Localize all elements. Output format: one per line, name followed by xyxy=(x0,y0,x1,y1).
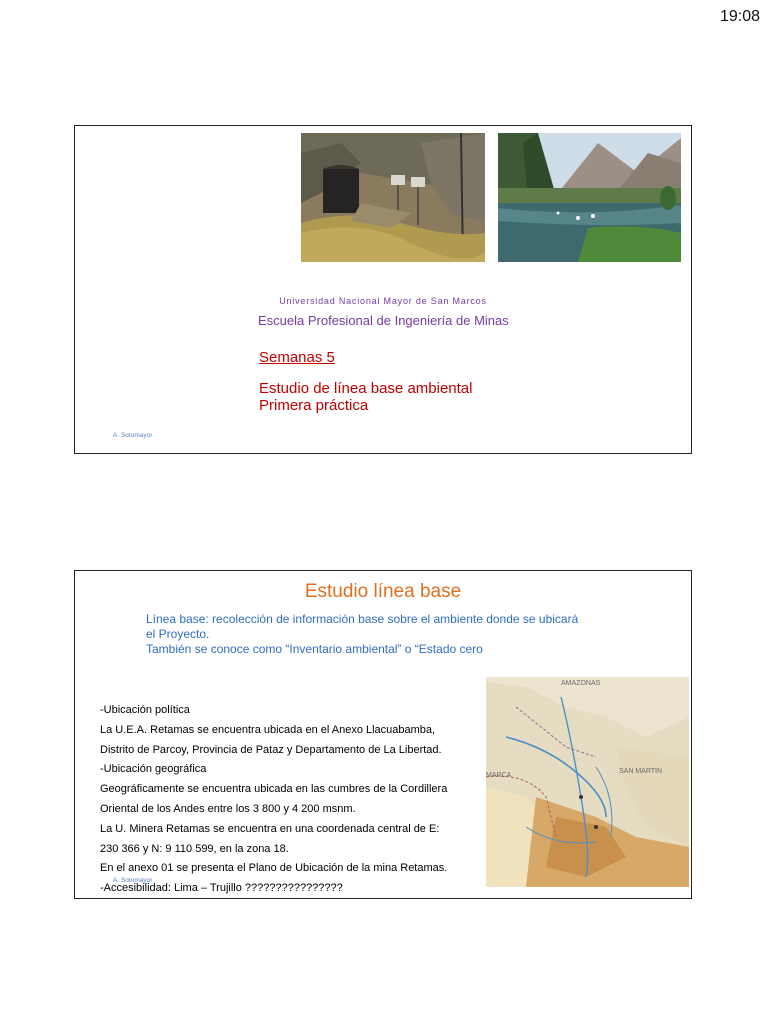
slide-1 xyxy=(74,125,692,454)
lake-landscape-photo xyxy=(498,133,681,262)
study-title xyxy=(259,380,472,414)
study-title-line-1: Estudio de línea base ambiental xyxy=(259,380,473,397)
body-line: Distrito de Parcoy, Provincia de Pataz y Departamento de La Libertad. xyxy=(100,743,442,756)
university-name: Universidad Nacional Mayor de San Marcos xyxy=(279,296,487,306)
map-label-san-martin: SAN MARTIN xyxy=(619,768,663,775)
study-title-line-2: Primera práctica xyxy=(259,397,369,414)
week-label: Semanas 5 xyxy=(259,349,335,366)
map-label-marca: MARCA xyxy=(486,772,512,779)
body-line: La U.E.A. Retamas se encuentra ubicada en el Anexo Llacuabamba, xyxy=(100,723,436,736)
slide-2 xyxy=(74,570,692,899)
body-line: -Accesibilidad: Lima – Trujillo ???????????????? xyxy=(100,882,343,895)
author-label: A. Sotomayor xyxy=(113,432,153,439)
body-line: -Ubicación geográfica xyxy=(100,763,207,776)
school-name: Escuela Profesional de Ingeniería de Minas xyxy=(258,313,509,328)
status-time: 19:08 xyxy=(719,8,760,25)
definition-line: Línea base: recolección de información base sobre el ambiente donde se ubicará xyxy=(146,612,579,626)
slide-title: Estudio línea base xyxy=(304,581,462,602)
mine-tunnel-photo xyxy=(301,133,485,262)
definition-block xyxy=(146,612,636,657)
definition-line: También se conoce como “Inventario ambiental” o “Estado cero xyxy=(146,642,483,656)
body-line: Oriental de los Andes entre los 3 800 y 4 200 msnm. xyxy=(100,802,356,815)
body-line: La U. Minera Retamas se encuentra en una coordenada central de E: xyxy=(100,822,440,835)
body-line: En el anexo 01 se presenta el Plano de Ubicación de la mina Retamas. xyxy=(100,862,448,875)
body-line: Geográficamente se encuentra ubicada en las cumbres de la Cordillera xyxy=(100,783,448,796)
map-label-amazonas: AMAZONAS xyxy=(561,680,601,687)
author-label: A. Sotomayor xyxy=(113,877,153,884)
body-line: 230 366 y N: 9 110 599, en la zona 18. xyxy=(100,842,289,855)
body-line: -Ubicación política xyxy=(100,704,190,716)
location-map xyxy=(486,677,689,887)
definition-line: el Proyecto. xyxy=(146,627,210,641)
body-text xyxy=(100,701,470,899)
